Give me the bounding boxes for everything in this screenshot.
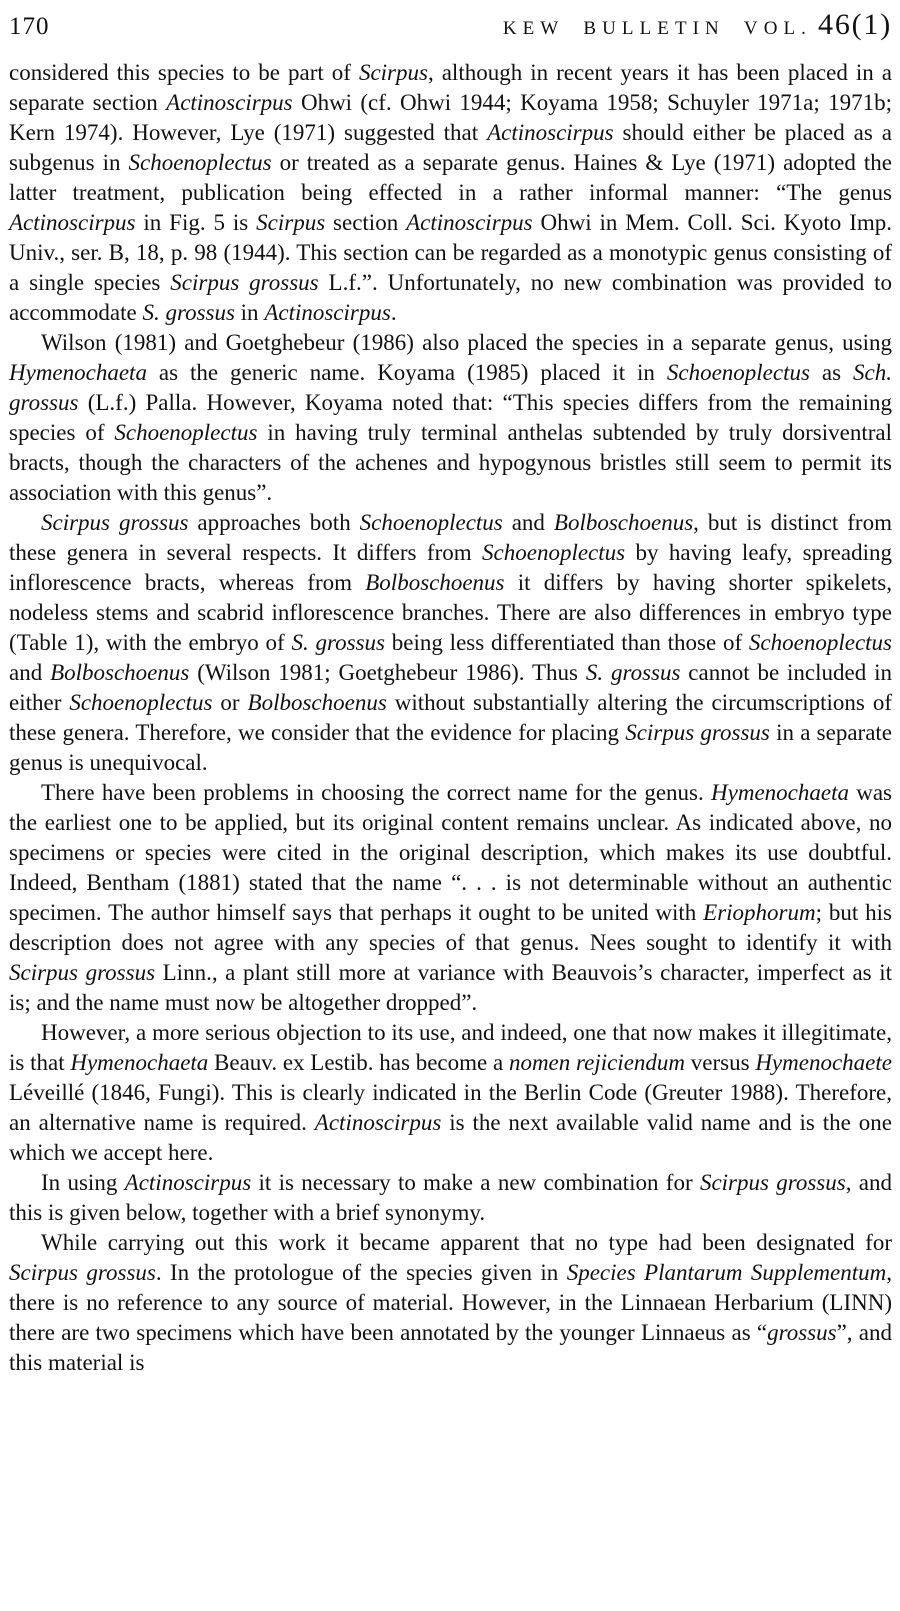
italic-text-run: Actinoscirpus <box>166 90 293 115</box>
italic-text-run: Actinoscirpus <box>314 1110 442 1135</box>
text-run: , and this is given below, together with a brief synonymy. <box>9 1170 893 1225</box>
italic-text-run: nomen rejiciendum <box>508 1050 686 1075</box>
text-run: approaches both <box>188 510 360 535</box>
text-run: Léveillé (1846, Fungi). This is clearly indicated in the Berlin Code (Greuter 1988). Therefore, an alternative name is required. <box>9 1080 892 1135</box>
text-run: without substantially altering the circumscriptions of these genera. Therefore, we consider that the evidence for placing <box>9 690 892 745</box>
text-run: (Wilson 1981; Goetghebeur 1986). Thus <box>189 660 586 685</box>
text-run: L.f.”. Unfortunately, no new combination was provided to accommodate <box>9 270 893 325</box>
paragraph <box>9 778 892 1018</box>
text-run: Wilson (1981) and Goetghebeur (1986) also placed the species in a separate genus, using <box>41 330 892 355</box>
italic-text-run: Actinoscirpus <box>124 1170 252 1195</box>
text-run: it is necessary to make a new combination for <box>251 1170 700 1195</box>
text-run: in Fig. 5 is <box>135 210 257 235</box>
italic-text-run: S. grossus <box>291 630 385 655</box>
text-run: , but is distinct from these genera in several respects. It differs from <box>9 510 892 565</box>
text-run: Ohwi (cf. Ohwi 1944; Koyama 1958; Schuyler 1971a; 1971b; Kern 1974). However, Lye (1971) suggested that <box>9 90 892 145</box>
text-run: in having truly terminal anthelas subtended by truly dorsiventral bracts, though the characters of the achenes and hypogynous bristles still seem to permit its association with this genus”. <box>9 420 892 505</box>
journal-volume: 46(1) <box>818 8 892 41</box>
italic-text-run: Scirpus grossus <box>625 720 770 745</box>
paragraph <box>9 1018 892 1168</box>
italic-text-run: Schoenoplectus <box>128 150 272 175</box>
text-run: cannot be included in either <box>9 660 892 715</box>
italic-text-run: Schoenoplectus <box>666 360 810 385</box>
italic-text-run: Species Plantarum Supplementum <box>566 1260 887 1285</box>
italic-text-run: Schoenoplectus <box>748 630 892 655</box>
text-run: being less differentiated than those of <box>385 630 749 655</box>
italic-text-run: Actinoscirpus <box>264 300 391 325</box>
page-body-text <box>9 58 892 1378</box>
text-run: While carrying out this work it became apparent that no type had been designated for <box>41 1230 892 1255</box>
text-run: it differs by having shorter spikelets, nodeless stems and scabrid inflorescence branches. There are also differences in embryo type (Table 1), with the embryo of <box>9 570 892 655</box>
paragraph <box>9 58 892 328</box>
text-run: . In the protologue of the species given in <box>155 1260 567 1285</box>
italic-text-run: S. grossus <box>142 300 235 325</box>
text-run: section <box>325 210 407 235</box>
italic-text-run: Eriophorum <box>703 900 816 925</box>
text-run: However, a more serious objection to its use, and indeed, one that now makes it illegitimate, is that <box>9 1020 892 1075</box>
italic-text-run: Actinoscirpus <box>487 120 614 145</box>
italic-text-run: Hymenochaeta <box>70 1050 209 1075</box>
text-run: and <box>502 510 554 535</box>
italic-text-run: Scirpus grossus <box>170 270 319 295</box>
text-run: and <box>9 660 51 685</box>
text-run: should either be placed as a subgenus in <box>9 120 892 175</box>
italic-text-run: Bolboschoenus <box>365 570 505 595</box>
text-run: in <box>234 300 265 325</box>
text-run: ; but his description does not agree with any species of that genus. Nees sought to identify it with <box>9 900 893 955</box>
italic-text-run: Bolboschoenus <box>50 660 190 685</box>
text-run: or treated as a separate genus. Haines & Lye (1971) adopted the latter treatment, publication being effected in a rather informal manner: “The genus <box>9 150 892 205</box>
italic-text-run: Scirpus grossus <box>9 960 156 985</box>
paragraph <box>9 508 892 778</box>
text-run: (L.f.) Palla. However, Koyama noted that: “This species differs from the remaining species of <box>9 390 892 445</box>
text-run: Beauv. ex Lestib. has become a <box>208 1050 509 1075</box>
page-header <box>9 8 892 42</box>
text-run: ”, and this material is <box>9 1320 892 1375</box>
italic-text-run: Hymenochaeta <box>711 780 849 805</box>
text-run: Ohwi in Mem. Coll. Sci. Kyoto Imp. Univ., ser. B, 18, p. 98 (1944). This section can be regarded as a monotypic genus consisting of a single species <box>9 210 892 295</box>
text-run: In using <box>41 1170 125 1195</box>
text-run: There have been problems in choosing the correct name for the genus. <box>41 780 712 805</box>
italic-text-run: Schoenoplectus <box>114 420 258 445</box>
page-number: 170 <box>9 13 50 40</box>
italic-text-run: Bolboschoenus <box>247 690 387 715</box>
text-run: , although in recent years it has been placed in a separate section <box>9 60 892 115</box>
text-run: as the generic name. Koyama (1985) placed it in <box>146 360 667 385</box>
text-run: as <box>809 360 854 385</box>
text-run: , there is no reference to any source of material. However, in the Linnaean Herbarium (LINN) there are two specimens which have been annotated by the younger Linnaeus as “ <box>9 1260 892 1345</box>
text-run: considered this species to be part of <box>9 60 359 85</box>
italic-text-run: Scirpus grossus <box>41 510 189 535</box>
text-run: versus <box>685 1050 756 1075</box>
journal-name: KEW BULLETIN VOL. <box>502 18 813 39</box>
paragraph <box>9 1168 892 1228</box>
italic-text-run: Hymenochaete <box>755 1050 892 1075</box>
italic-text-run: Hymenochaeta <box>9 360 147 385</box>
text-run: was the earliest one to be applied, but its original content remains unclear. As indicated above, no specimens or species were cited in the original description, which makes its use doubtful. Indeed, Bentham (1881) stated that the name “. . . is not determinable without an authentic specimen. The author himself says that perhaps it ought to be united with <box>9 780 892 925</box>
italic-text-run: Schoenoplectus <box>482 540 626 565</box>
text-run: by having leafy, spreading inflorescence bracts, whereas from <box>9 540 892 595</box>
italic-text-run: Schoenoplectus <box>359 510 503 535</box>
italic-text-run: Bolboschoenus <box>553 510 694 535</box>
italic-text-run: Actinoscirpus <box>9 210 136 235</box>
text-run: is the next available valid name and is the one which we accept here. <box>9 1110 892 1165</box>
italic-text-run: Scirpus <box>256 210 326 235</box>
italic-text-run: Schoenoplectus <box>69 690 213 715</box>
text-run: . <box>390 300 397 325</box>
italic-text-run: Actinoscirpus <box>406 210 533 235</box>
italic-text-run: Scirpus grossus <box>699 1170 846 1195</box>
italic-text-run: Sch. grossus <box>9 360 892 415</box>
italic-text-run: Scirpus grossus <box>9 1260 156 1285</box>
text-run: in a separate genus is unequivocal. <box>9 720 893 775</box>
italic-text-run: grossus <box>767 1320 837 1345</box>
text-run: or <box>212 690 248 715</box>
text-run: Linn., a plant still more at variance with Beauvois’s character, imperfect as it is; and the name must now be altogether dropped”. <box>9 960 893 1015</box>
paragraph <box>9 328 892 508</box>
paragraph <box>9 1228 892 1378</box>
italic-text-run: Scirpus <box>358 60 428 85</box>
italic-text-run: S. grossus <box>585 660 681 685</box>
journal-running-title <box>503 8 892 42</box>
